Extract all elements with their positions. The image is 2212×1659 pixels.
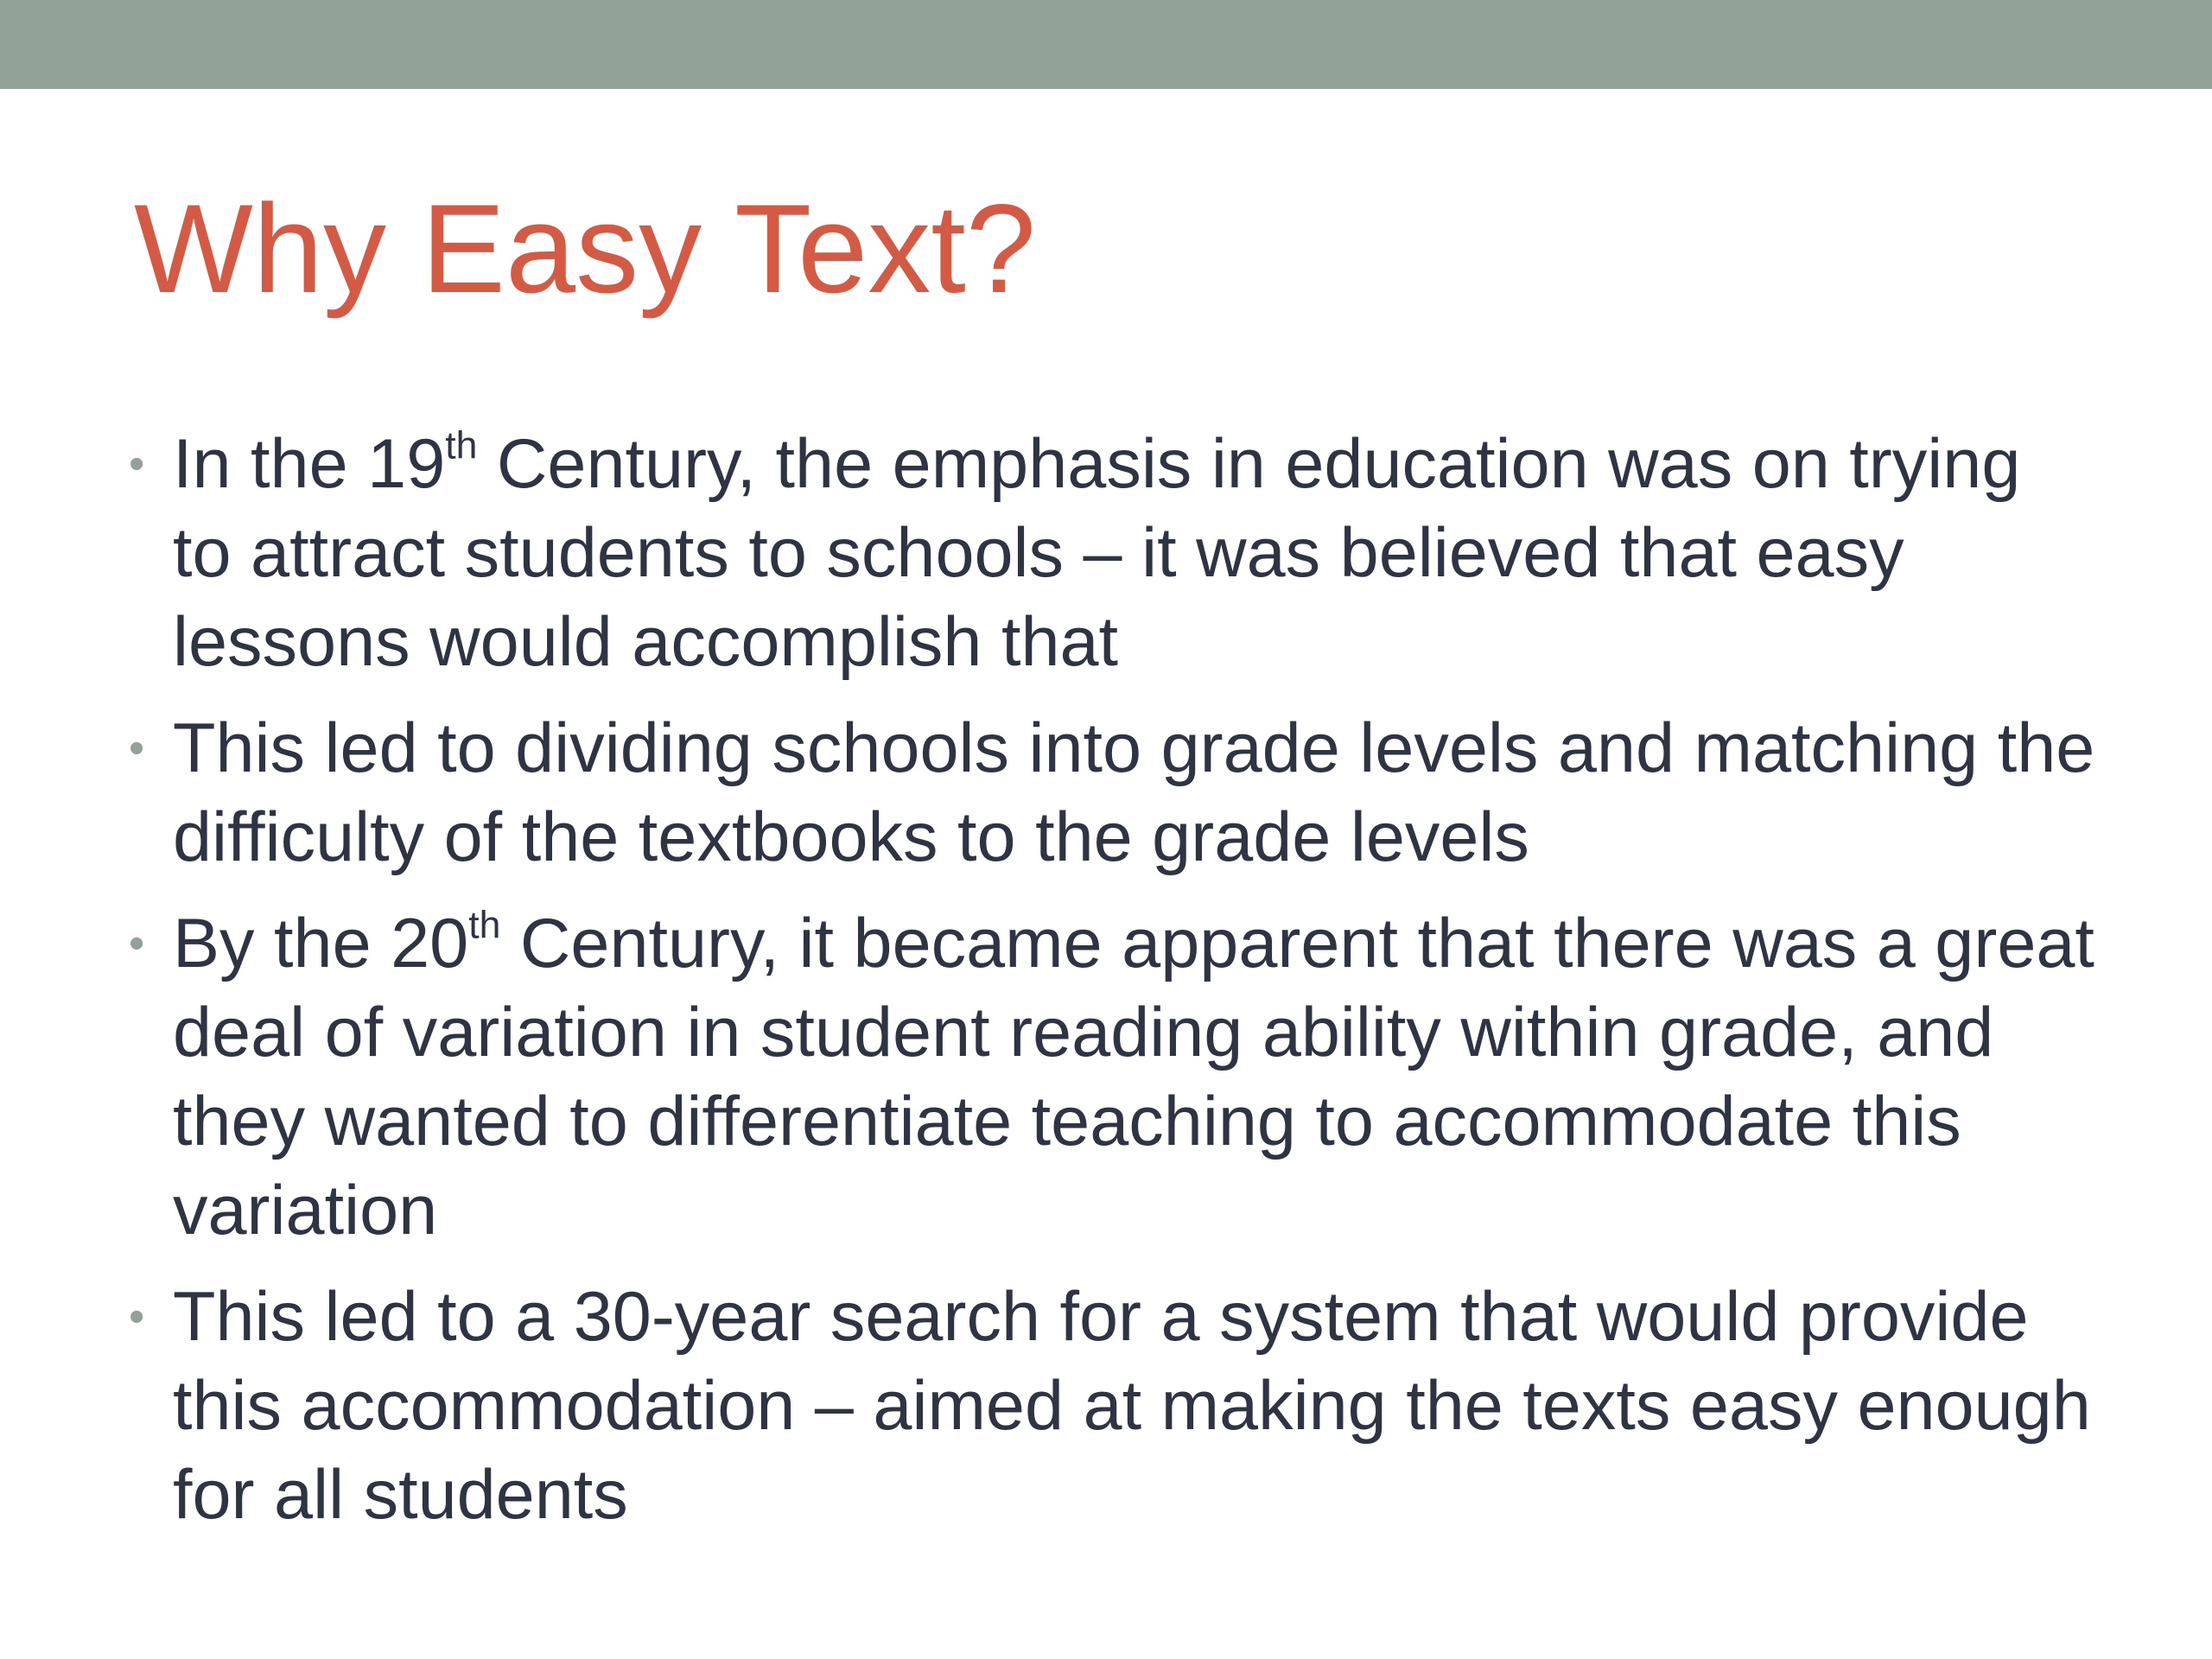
bullet-text-1-superscript: th	[445, 424, 478, 467]
bullet-item-1	[125, 420, 2095, 687]
bullet-text-1-end: Century, the emphasis in education was on trying to attract students to schools – it was believed that easy lessons would accomplish that	[173, 425, 2021, 681]
bullet-text-2: This led to dividing schools into grade levels and matching the difficulty of the textbooks to the grade levels	[173, 709, 2095, 876]
bullet-dot-icon: •	[129, 439, 145, 489]
bullet-item-4	[125, 1273, 2095, 1540]
bullet-dot-icon: •	[129, 723, 145, 773]
bullet-text-1-start: In the 19	[173, 425, 446, 503]
bullet-text-3-start: By the 20	[173, 905, 469, 982]
bullet-dot-icon: •	[129, 1292, 145, 1342]
bullet-item-2	[125, 704, 2095, 882]
bullet-text-3-superscript: th	[468, 904, 501, 947]
bullet-dot-icon: •	[129, 918, 145, 969]
bullet-list	[125, 420, 2095, 1557]
top-accent-bar	[0, 0, 2212, 89]
bullet-text-3-end: Century, it became apparent that there was a great deal of variation in student reading ability within grade, and they wanted to differentiate teaching to accommodate this variation	[173, 905, 2094, 1249]
bullet-item-3	[125, 899, 2095, 1255]
bullet-text-4: This led to a 30-year search for a system that would provide this accommodation – aimed at making the texts easy enough for all students	[173, 1278, 2091, 1534]
slide-title: Why Easy Text?	[134, 178, 1037, 319]
